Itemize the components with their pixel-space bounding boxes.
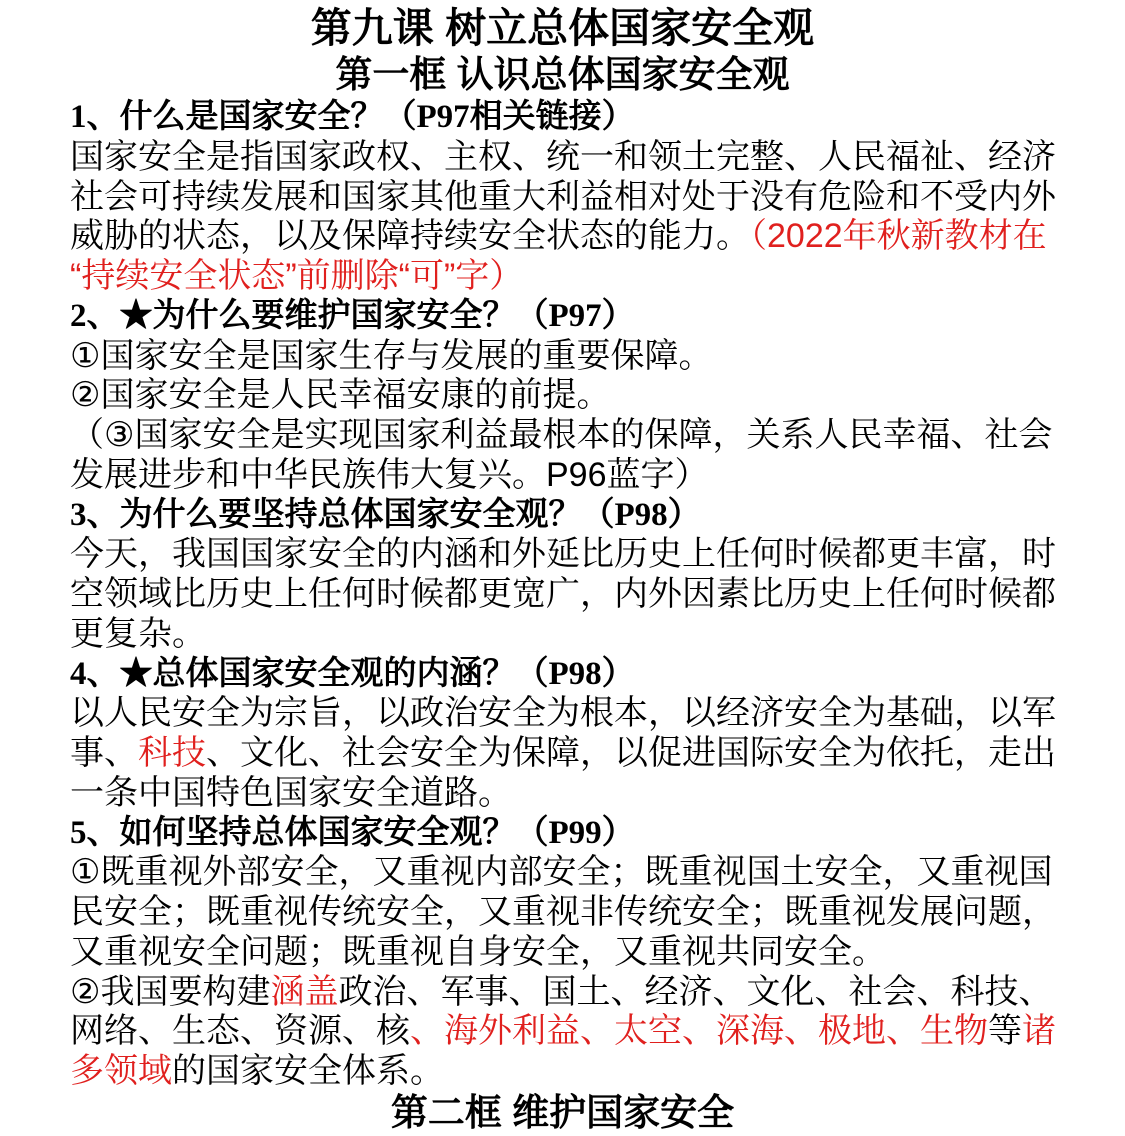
document-body — [70, 98, 1070, 1092]
question-heading — [70, 98, 1070, 138]
text-segment: 社会可持续发展和国家其他重大利益相对处于没有危险和不受内外 — [70, 177, 1056, 216]
next-section-title: 第二框 维护国家安全 — [390, 1092, 735, 1133]
text-segment: 发展进步和中华民族伟大复兴。P96蓝字） — [70, 455, 709, 494]
text-segment: 等 — [988, 1012, 1022, 1051]
text-segment: 4、★总体国家安全观的内涵？（P98） — [70, 655, 635, 692]
text-line — [70, 416, 1070, 456]
highlighted-text: 科技 — [138, 734, 206, 772]
question-heading — [70, 655, 1070, 695]
highlighted-text: 、海外利益、太空、深海、极地、生物 — [410, 1012, 988, 1051]
text-segment: 国家安全是指国家政权、主权、统一和领土完整、人民福祉、经济 — [70, 137, 1056, 176]
text-line — [70, 178, 1070, 218]
text-segment: 又重视安全问题；既重视自身安全，又重视共同安全。 — [70, 932, 886, 971]
text-line — [70, 694, 1070, 734]
text-line — [70, 376, 1070, 416]
text-line — [70, 257, 1070, 297]
text-segment: 2、★为什么要维护国家安全？（P97） — [70, 297, 635, 334]
lesson-title: 第九课 树立总体国家安全观 — [310, 5, 815, 51]
highlighted-text: 涵盖 — [270, 972, 339, 1011]
text-segment: 民安全；既重视传统安全，又重视非传统安全；既重视发展问题， — [70, 893, 1056, 931]
text-segment: ①国家安全是国家生存与发展的重要保障。 — [70, 336, 713, 375]
text-segment: 政治、军事、国土、经济、文化、社会、科技、 — [338, 972, 1053, 1011]
text-segment: 事、 — [70, 734, 138, 772]
text-segment: 3、为什么要坚持总体国家安全观？（P98） — [70, 496, 701, 533]
text-segment: 今天，我国国家安全的内涵和外延比历史上任何时候都更丰富，时 — [70, 535, 1056, 574]
text-segment: 空领域比历史上任何时候都更宽广，内外因素比历史上任何时候都 — [70, 575, 1056, 613]
highlighted-text: 多领域 — [70, 1052, 172, 1090]
question-heading — [70, 297, 1070, 337]
text-segment: 以人民安全为宗旨，以政治安全为根本，以经济安全为基础，以军 — [70, 694, 1056, 733]
highlighted-text: （2022年秋新教材在 — [750, 217, 1047, 256]
text-segment: ①既重视外部安全，又重视内部安全；既重视国土安全，又重视国 — [70, 853, 1053, 892]
text-segment: 网络、生态、资源、核 — [70, 1012, 410, 1051]
text-line — [70, 1052, 1070, 1092]
highlighted-text: 诸 — [1022, 1012, 1056, 1051]
text-segment: 5、如何坚持总体国家安全观？（P99） — [70, 814, 635, 851]
question-heading — [70, 814, 1070, 854]
text-line — [70, 853, 1070, 893]
text-line — [70, 456, 1070, 496]
question-heading — [70, 496, 1070, 536]
text-line — [70, 973, 1070, 1013]
text-line — [70, 734, 1070, 774]
highlighted-text: “持续安全状态”前删除“可”字） — [70, 257, 524, 295]
text-segment: 更复杂。 — [70, 614, 206, 653]
text-segment: ②我国要构建 — [70, 972, 271, 1011]
text-segment: ②国家安全是人民幸福安康的前提。 — [70, 376, 611, 415]
text-segment: 1、什么是国家安全？（P97相关链接） — [70, 99, 635, 135]
text-line — [70, 615, 1070, 655]
text-line — [70, 138, 1070, 178]
text-line — [70, 575, 1070, 615]
text-line — [70, 535, 1070, 575]
text-segment: 一条中国特色国家安全道路。 — [70, 773, 512, 812]
text-segment: （③国家安全是实现国家利益最根本的保障，关系人民幸福、社会 — [70, 416, 1053, 454]
text-line — [70, 217, 1070, 257]
text-line — [70, 774, 1070, 814]
text-line — [70, 933, 1070, 973]
text-segment: 的国家安全体系。 — [172, 1052, 444, 1090]
text-segment: 、文化、社会安全为保障，以促进国际安全为依托，走出 — [206, 734, 1056, 772]
text-segment: 威胁的状态，以及保障持续安全状态的能力。 — [70, 217, 750, 256]
text-line — [70, 1012, 1070, 1052]
text-line — [70, 337, 1070, 377]
section-subtitle: 第一框 认识总体国家安全观 — [335, 54, 790, 95]
text-line — [70, 893, 1070, 933]
